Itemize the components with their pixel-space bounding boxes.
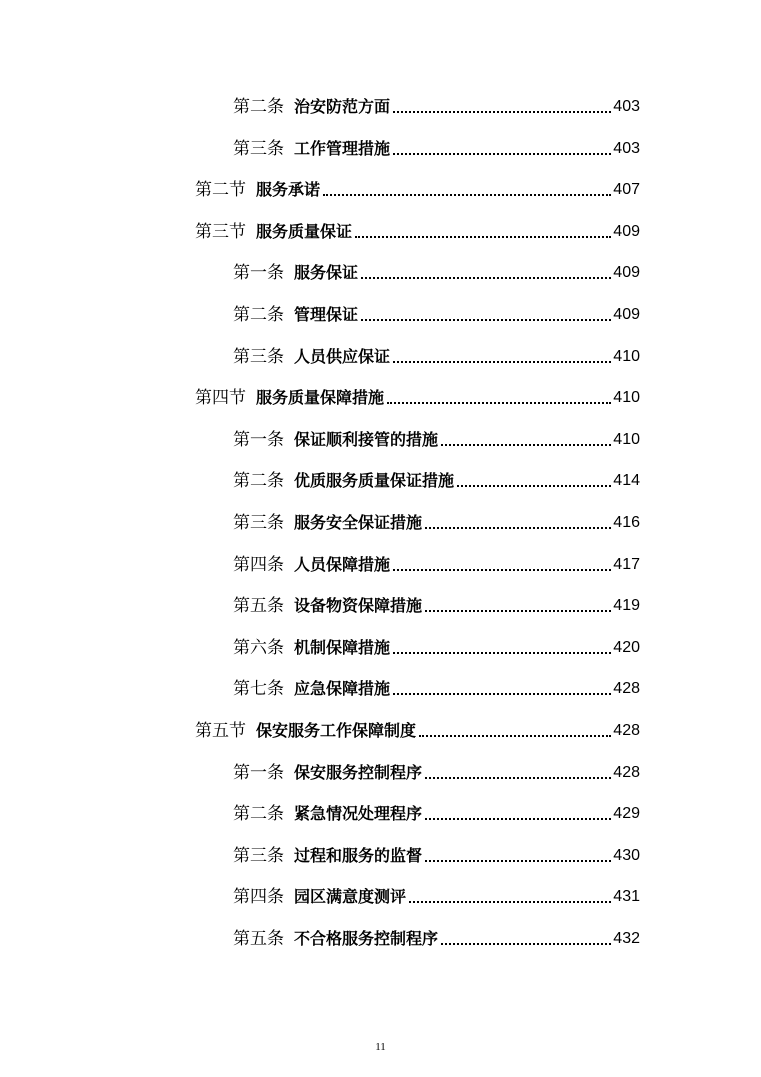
dot-leader: [409, 901, 611, 903]
toc-entry-title: 过程和服务的监督: [294, 846, 423, 865]
toc-entry-title: 服务保证: [294, 263, 359, 282]
toc-entry-page: 429: [613, 805, 640, 822]
toc-entry-title: 保安服务控制程序: [294, 763, 423, 782]
dot-leader: [355, 236, 611, 238]
toc-entry-page: 403: [613, 98, 640, 115]
toc-entry-page: 417: [613, 556, 640, 573]
toc-entry-title: 机制保障措施: [294, 638, 391, 657]
dot-leader: [361, 277, 611, 279]
toc-entry-title: 优质服务质量保证措施: [294, 471, 455, 490]
toc-entry-page: 428: [613, 764, 640, 781]
toc-entry-page: 409: [613, 306, 640, 323]
toc-entry-number: 第二节: [195, 180, 246, 200]
toc-entry-number: 第五节: [195, 721, 246, 741]
toc-entry-page: 409: [613, 264, 640, 281]
toc-entry-number: 第二条: [233, 471, 284, 491]
toc-entry[interactable]: [233, 924, 640, 950]
dot-leader: [393, 652, 611, 654]
dot-leader: [425, 610, 611, 612]
toc-entry-page: 428: [613, 722, 640, 739]
toc-entry[interactable]: [233, 550, 640, 576]
dot-leader: [393, 693, 611, 695]
toc-entry-title: 工作管理措施: [294, 139, 391, 158]
toc-entry[interactable]: [195, 217, 640, 243]
toc-entry-number: 第一条: [233, 763, 284, 783]
toc-entry-number: 第三条: [233, 347, 284, 367]
toc-entry-number: 第一条: [233, 263, 284, 283]
dot-leader: [425, 777, 611, 779]
toc-entry-number: 第二条: [233, 804, 284, 824]
toc-entry-page: 428: [613, 680, 640, 697]
dot-leader: [361, 319, 611, 321]
toc-entry-title: 服务安全保证措施: [294, 513, 423, 532]
toc-entry-page: 416: [613, 514, 640, 531]
dot-leader: [441, 444, 611, 446]
toc-entry[interactable]: [195, 716, 640, 742]
toc-entry-page: 410: [613, 348, 640, 365]
toc-entry[interactable]: [233, 633, 640, 659]
toc-entry-page: 431: [613, 888, 640, 905]
toc-entry[interactable]: [233, 799, 640, 825]
toc-entry-page: 432: [613, 930, 640, 947]
toc-entry-title: 管理保证: [294, 305, 359, 324]
toc-entry[interactable]: [233, 882, 640, 908]
toc-entry-number: 第三条: [233, 139, 284, 159]
toc-entry-number: 第一条: [233, 430, 284, 450]
toc-entry[interactable]: [233, 134, 640, 160]
toc-entry-page: 407: [613, 181, 640, 198]
dot-leader: [425, 527, 611, 529]
toc-entry[interactable]: [233, 466, 640, 492]
toc-entry[interactable]: [233, 92, 640, 118]
toc-entry-title: 紧急情况处理程序: [294, 804, 423, 823]
toc-entry-number: 第四条: [233, 887, 284, 907]
dot-leader: [393, 569, 611, 571]
toc-entry-page: 410: [613, 389, 640, 406]
toc-entry-number: 第五条: [233, 929, 284, 949]
toc-entry-title: 保安服务工作保障制度: [256, 721, 417, 740]
page-number: 11: [375, 1041, 386, 1053]
toc-entry-title: 人员供应保证: [294, 347, 391, 366]
toc-entry-number: 第二条: [233, 97, 284, 117]
dot-leader: [393, 361, 611, 363]
toc-entry-title: 保证顺利接管的措施: [294, 430, 439, 449]
toc-entry-number: 第四条: [233, 555, 284, 575]
toc-entry-title: 设备物资保障措施: [294, 596, 423, 615]
dot-leader: [425, 818, 611, 820]
toc-entry-title: 不合格服务控制程序: [294, 929, 439, 948]
toc-entry-page: 420: [613, 639, 640, 656]
toc-entry-page: 409: [613, 223, 640, 240]
dot-leader: [419, 735, 611, 737]
toc-entry-page: 410: [613, 431, 640, 448]
toc-entry[interactable]: [233, 300, 640, 326]
toc-entry-number: 第二条: [233, 305, 284, 325]
toc-entry[interactable]: [233, 258, 640, 284]
toc-entry[interactable]: [233, 758, 640, 784]
toc-entry-title: 服务质量保证: [256, 222, 353, 241]
toc-entry[interactable]: [195, 175, 640, 201]
toc-entry[interactable]: [233, 425, 640, 451]
toc-entry-page: 414: [613, 472, 640, 489]
toc-entry[interactable]: [233, 508, 640, 534]
dot-leader: [387, 402, 611, 404]
toc-entry[interactable]: [195, 383, 640, 409]
toc-entry-number: 第五条: [233, 596, 284, 616]
dot-leader: [323, 194, 611, 196]
toc-entry-title: 人员保障措施: [294, 555, 391, 574]
toc-entry[interactable]: [233, 674, 640, 700]
toc-entry-number: 第七条: [233, 679, 284, 699]
toc-entry[interactable]: [233, 342, 640, 368]
toc-entry-number: 第六条: [233, 638, 284, 658]
toc-entry-title: 治安防范方面: [294, 97, 391, 116]
toc-entry-page: 403: [613, 140, 640, 157]
toc-entry-title: 服务质量保障措施: [256, 388, 385, 407]
dot-leader: [425, 860, 611, 862]
dot-leader: [441, 943, 611, 945]
dot-leader: [393, 111, 611, 113]
dot-leader: [393, 153, 611, 155]
toc-entry-number: 第四节: [195, 388, 246, 408]
toc-entry-number: 第三条: [233, 513, 284, 533]
toc-entry-title: 应急保障措施: [294, 679, 391, 698]
toc-entry-title: 服务承诺: [256, 180, 321, 199]
toc-entry[interactable]: [233, 591, 640, 617]
dot-leader: [457, 485, 611, 487]
toc-entry-page: 430: [613, 847, 640, 864]
toc-entry-number: 第三条: [233, 846, 284, 866]
toc-entry-title: 园区满意度测评: [294, 887, 407, 906]
toc-entry[interactable]: [233, 841, 640, 867]
toc-entry-number: 第三节: [195, 222, 246, 242]
toc-entry-page: 419: [613, 597, 640, 614]
